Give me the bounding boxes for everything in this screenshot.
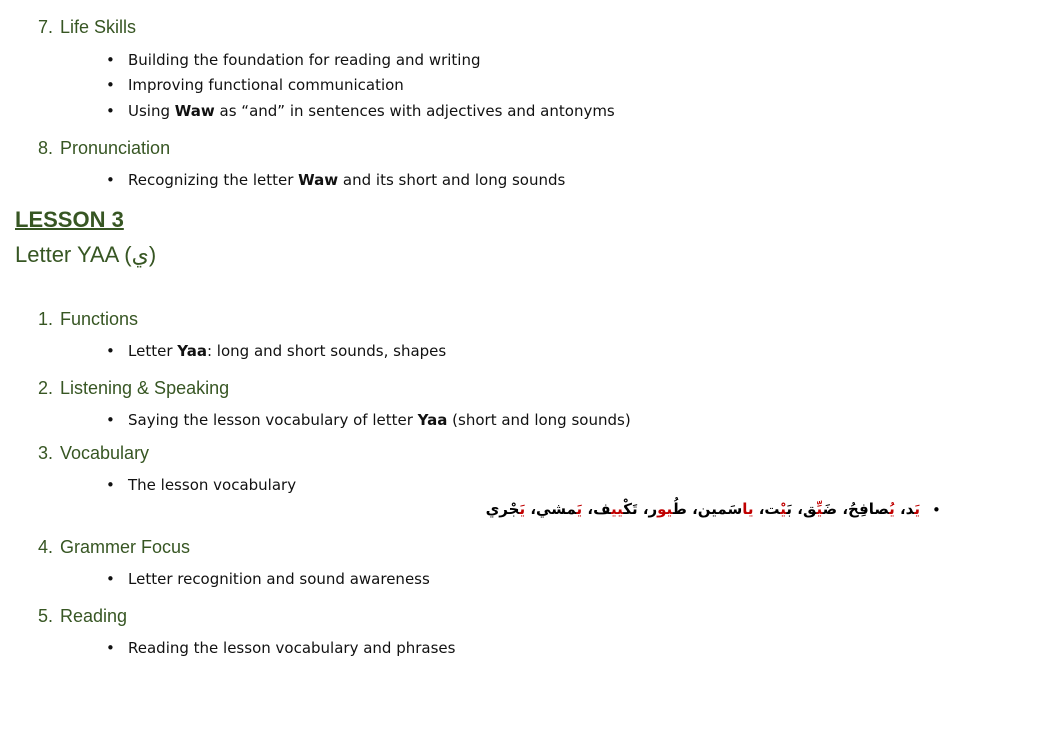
section-title: Reading (60, 606, 128, 626)
list-item-text: : long and short sounds, shapes (206, 342, 447, 360)
arabic-word-part: جْري (485, 500, 520, 518)
section-heading-functions (38, 309, 138, 330)
bullet-icon: • (106, 570, 115, 588)
list-item (106, 476, 297, 494)
section-heading-pronunciation (38, 138, 170, 159)
list-item-bold: Waw (174, 102, 215, 120)
list-item-bold: Waw (298, 171, 339, 189)
lesson-title: LESSON 3 (15, 207, 124, 232)
list-item-bold: Yaa (417, 411, 448, 429)
section-title: Pronunciation (60, 138, 171, 158)
list-item-text: Building the foundation for reading and writing (128, 51, 481, 69)
arabic-letter-highlight: يْ (780, 500, 787, 518)
section-heading-grammer-focus (38, 537, 190, 558)
arabic-letter-highlight: يَ (519, 500, 526, 518)
section-heading-vocabulary (38, 443, 149, 464)
list-item (106, 639, 456, 657)
arabic-word-part: تَكْ (623, 500, 638, 518)
list-item (106, 342, 447, 360)
arabic-word (842, 500, 894, 518)
arabic-word-part: طُ (672, 500, 687, 518)
list-item (106, 76, 404, 94)
arabic-letter-highlight: يو (657, 500, 673, 518)
list-item (106, 51, 481, 69)
section-heading-reading (38, 606, 127, 627)
arabic-word-part: سَمين، (692, 500, 743, 518)
list-item-text: Using (128, 102, 175, 120)
section-title: Life Skills (60, 17, 137, 37)
list-item-text: Saying the lesson vocabulary of letter (128, 411, 418, 429)
bullet-icon: • (106, 51, 115, 69)
bullet-icon: • (106, 171, 115, 189)
arabic-word-part: بَ (786, 500, 793, 518)
section-number: 5. (38, 606, 54, 626)
list-item-text: Letter recognition and sound awareness (128, 570, 430, 588)
arabic-word (587, 500, 637, 518)
section-heading-listening-speaking (38, 378, 229, 399)
section-heading-life-skills (38, 17, 136, 38)
arabic-word-part: ف، (587, 500, 611, 518)
bullet-icon: • (106, 639, 115, 657)
list-item (106, 411, 631, 429)
bullet-icon: • (932, 501, 941, 519)
list-item-text: Improving functional communication (128, 76, 404, 94)
list-item (106, 570, 430, 588)
arabic-word (692, 500, 753, 518)
list-item (106, 171, 566, 189)
arabic-letter-highlight: يَ (576, 500, 583, 518)
section-title: Functions (60, 309, 139, 329)
arabic-vocabulary-list (486, 500, 920, 518)
arabic-word-part: مشي، (530, 500, 577, 518)
arabic-word (643, 500, 687, 518)
arabic-word (900, 500, 920, 518)
arabic-letter-highlight: يي (610, 500, 624, 518)
letter-title: Letter YAA (ي) (15, 242, 157, 267)
bullet-icon: • (106, 102, 115, 120)
section-title: Grammer Focus (60, 537, 191, 557)
list-item-text: The lesson vocabulary (128, 476, 297, 494)
arabic-word-part: ضَ (822, 500, 838, 518)
list-item-text: Reading the lesson vocabulary and phrases (128, 639, 456, 657)
arabic-word-part: ر، (642, 500, 658, 518)
bullet-icon: • (106, 411, 115, 429)
arabic-word (797, 500, 837, 518)
section-number: 1. (38, 309, 54, 329)
list-item-text: and its short and long sounds (338, 171, 566, 189)
list-item-bold: Yaa (177, 342, 207, 360)
section-number: 2. (38, 378, 54, 398)
section-number: 8. (38, 138, 54, 158)
list-item-text: Letter (128, 342, 178, 360)
bullet-icon: • (106, 342, 115, 360)
list-item-text: as “and” in sentences with adjectives and antonyms (214, 102, 615, 120)
section-number: 4. (38, 537, 54, 557)
bullet-icon: • (106, 476, 115, 494)
arabic-word-part: د، (899, 500, 915, 518)
arabic-letter-highlight: يُ (889, 500, 895, 518)
list-item-text: Recognizing the letter (128, 171, 299, 189)
bullet-icon: • (106, 76, 115, 94)
arabic-word (530, 500, 582, 518)
arabic-word (759, 500, 792, 518)
section-title: Listening & Speaking (60, 378, 230, 398)
arabic-word-part: ق، (797, 500, 817, 518)
list-item (106, 102, 615, 120)
section-title: Vocabulary (60, 443, 150, 463)
list-item-text: (short and long sounds) (447, 411, 631, 429)
arabic-letter-highlight: يا (742, 500, 754, 518)
arabic-word-part: ت، (758, 500, 781, 518)
section-number: 7. (38, 17, 54, 37)
arabic-word (486, 500, 526, 518)
arabic-word-part: صافِحُ، (842, 500, 890, 518)
arabic-letter-highlight: يَ (914, 500, 920, 518)
section-number: 3. (38, 443, 54, 463)
arabic-letter-highlight: يِّ (816, 500, 823, 518)
